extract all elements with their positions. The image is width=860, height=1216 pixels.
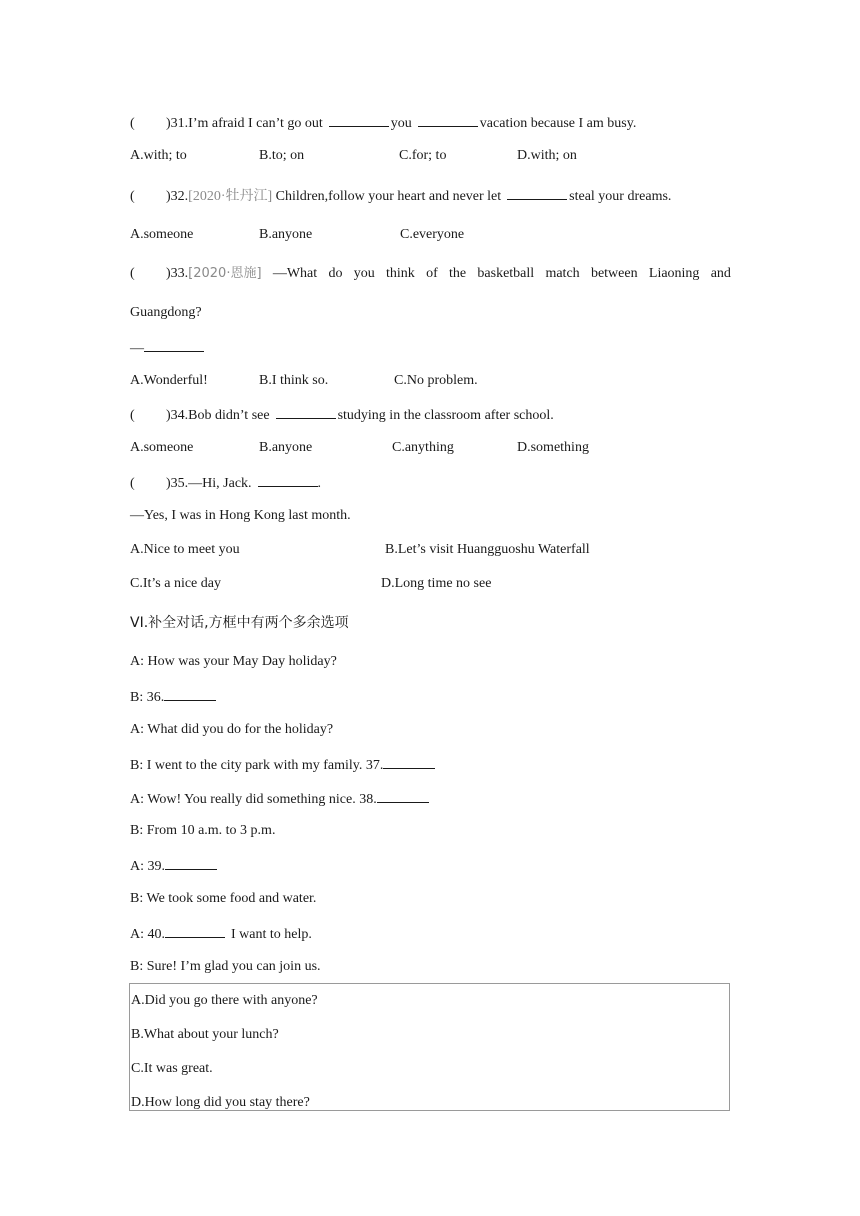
- dialogue-line: [130, 789, 429, 809]
- q33-word: the: [449, 266, 467, 281]
- q33-stem-continued: Guangdong?: [130, 305, 202, 320]
- answer-paren: (: [130, 266, 135, 281]
- q31-stem-c: vacation because I am busy.: [479, 116, 637, 131]
- option-b: B.to; on: [259, 148, 305, 163]
- dialogue-line: [130, 653, 337, 671]
- dialogue-text: A: What did you do for the holiday?: [130, 722, 334, 737]
- q33-answer-line: [130, 338, 206, 358]
- question-35: [130, 473, 321, 493]
- q33-num: )33.: [166, 266, 189, 281]
- q32-num: )32.: [166, 189, 189, 204]
- dialogue-line: [130, 958, 321, 976]
- q34-stem-a: )34.Bob didn’t see: [166, 408, 270, 423]
- dialogue-line: [130, 721, 333, 739]
- q35-stem-b: .: [317, 476, 322, 491]
- section-heading: VI.补全对话,方框中有两个多余选项: [130, 615, 349, 631]
- dialogue-text: B: Sure! I’m glad you can join us.: [130, 959, 321, 974]
- option-c: C.everyone: [400, 227, 465, 242]
- dialogue-text: B: We took some food and water.: [130, 891, 317, 906]
- dialogue-text: A: Wow! You really did something nice. 38.: [130, 792, 377, 807]
- question-source: [2020·恩施]: [188, 266, 262, 281]
- answer-paren: (: [130, 476, 135, 491]
- box-option-d: D.How long did you stay there?: [131, 1095, 310, 1110]
- options-box: [129, 983, 730, 1111]
- option-a: A.someone: [130, 440, 194, 455]
- dialogue-line: [130, 890, 316, 908]
- answer-paren: (: [130, 189, 135, 204]
- dialogue-line: [130, 755, 435, 775]
- box-option-a: A.Did you go there with anyone?: [131, 993, 318, 1008]
- answer-blank: [507, 186, 567, 200]
- dialogue-text: A: 40.: [130, 927, 165, 942]
- q31-stem-a: )31.I’m afraid I can’t go out: [166, 116, 323, 131]
- q34-stem-b: studying in the classroom after school.: [337, 408, 554, 423]
- option-c: C.It’s a nice day: [130, 576, 221, 591]
- answer-blank: [144, 338, 204, 352]
- option-b: B.I think so.: [259, 373, 329, 388]
- dialogue-line: [130, 687, 216, 707]
- answer-blank: [165, 856, 217, 870]
- option-d: D.with; on: [517, 148, 577, 163]
- option-b: B.anyone: [259, 440, 313, 455]
- q33-word: think: [386, 266, 415, 281]
- dialogue-text: A: How was your May Day holiday?: [130, 654, 337, 669]
- q32-stem-a: Children,follow your heart and never let: [275, 189, 502, 204]
- option-c: C.No problem.: [394, 373, 478, 388]
- answer-blank: [329, 113, 389, 127]
- dialogue-text: I want to help.: [231, 927, 312, 942]
- q33-word: and: [710, 266, 731, 281]
- question-32: [130, 186, 671, 206]
- dialogue-line: [130, 822, 275, 840]
- q33-word: do: [328, 266, 343, 281]
- option-d: D.something: [517, 440, 589, 455]
- answer-blank: [383, 755, 435, 769]
- dialogue-text: B: From 10 a.m. to 3 p.m.: [130, 823, 276, 838]
- option-d: D.Long time no see: [381, 576, 492, 591]
- answer-blank: [418, 113, 478, 127]
- dialogue-text: B: 36.: [130, 690, 165, 705]
- answer-blank: [165, 924, 225, 938]
- q33-word: between: [590, 266, 638, 281]
- option-c: C.for; to: [399, 148, 447, 163]
- q33-lead: [130, 265, 262, 283]
- q32-stem-b: steal your dreams.: [569, 189, 672, 204]
- question-34: [130, 405, 554, 425]
- answer-blank: [377, 789, 429, 803]
- answer-paren: (: [130, 116, 135, 131]
- dialogue-text: B: I went to the city park with my family. 37.: [130, 758, 384, 773]
- dialogue-text: A: 39.: [130, 859, 165, 874]
- question-source: [2020·牡丹江]: [188, 189, 273, 204]
- question-31: [130, 113, 636, 133]
- box-option-b: B.What about your lunch?: [131, 1027, 279, 1042]
- dialogue-line: [130, 924, 312, 944]
- q35-stem-a: )35.—Hi, Jack.: [166, 476, 252, 491]
- dialogue-line: [130, 856, 217, 876]
- question-33: [130, 265, 731, 283]
- option-b: B.anyone: [259, 227, 313, 242]
- q33-word: of: [426, 266, 438, 281]
- q33-word: you: [353, 266, 375, 281]
- option-a: A.Nice to meet you: [130, 542, 240, 557]
- q33-word: basketball: [477, 266, 535, 281]
- option-a: A.Wonderful!: [130, 373, 208, 388]
- option-a: A.someone: [130, 227, 194, 242]
- box-option-c: C.It was great.: [131, 1061, 213, 1076]
- q33-word: match: [545, 266, 580, 281]
- option-a: A.with; to: [130, 148, 187, 163]
- q31-stem-b: you: [390, 116, 412, 131]
- dash: —: [130, 341, 144, 356]
- option-c: C.anything: [392, 440, 454, 455]
- answer-paren: (: [130, 408, 135, 423]
- q33-word: Liaoning: [648, 266, 700, 281]
- answer-blank: [258, 473, 318, 487]
- answer-blank: [164, 687, 216, 701]
- option-b: B.Let’s visit Huangguoshu Waterfall: [385, 542, 590, 557]
- answer-blank: [276, 405, 336, 419]
- q33-word: —What: [272, 266, 318, 281]
- q35-reply: —Yes, I was in Hong Kong last month.: [130, 508, 351, 523]
